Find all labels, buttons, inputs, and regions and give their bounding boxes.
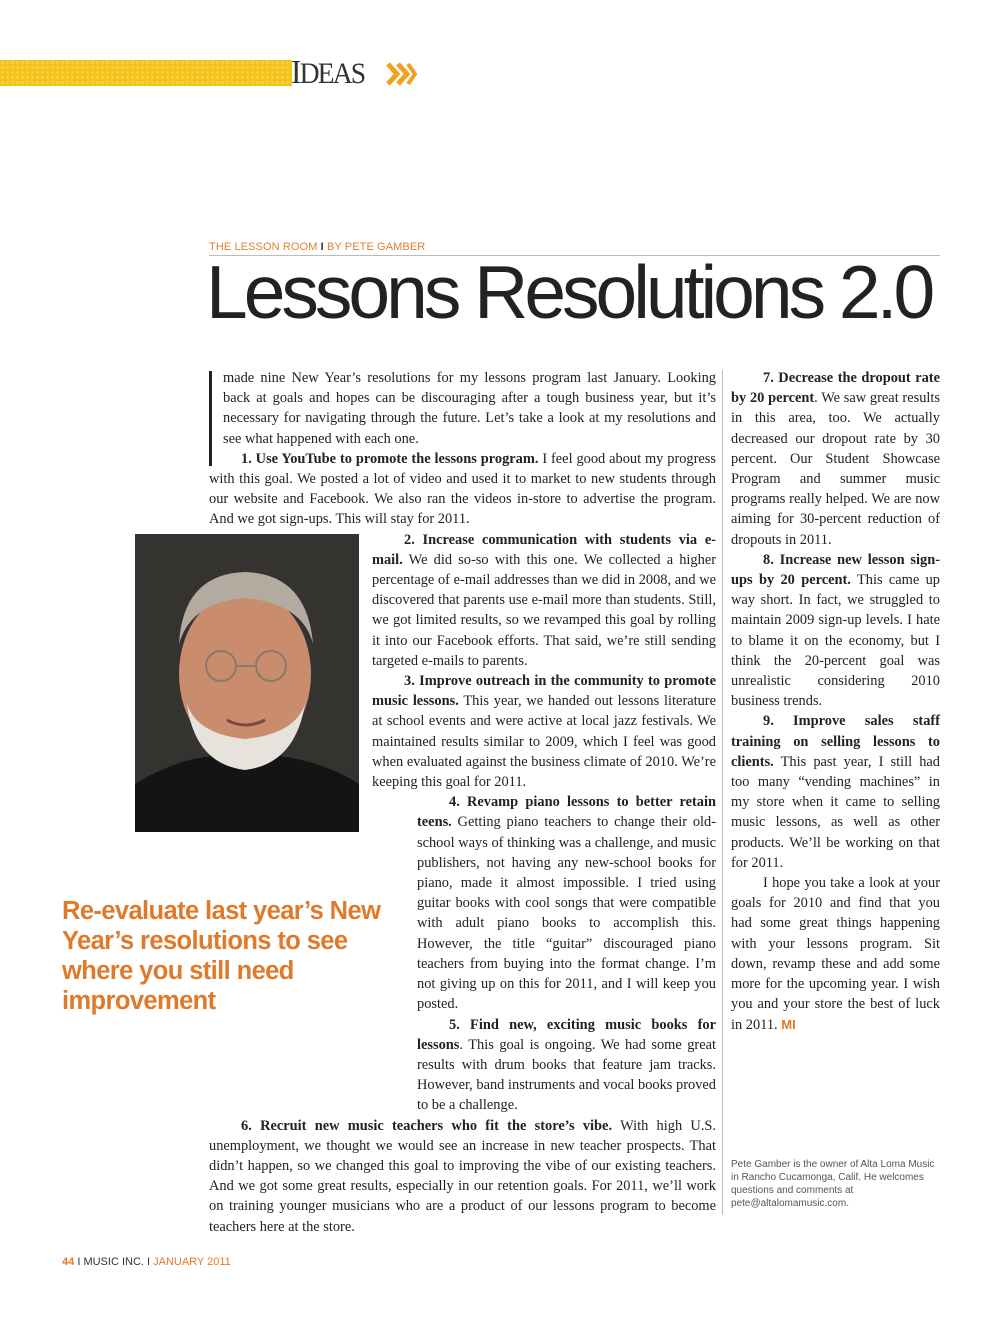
resolution-6: 6. Recruit new music teachers who fit the store’s vibe. With high U.S. unemployment, we thought we would see an increase in new teacher prospects. That didn’t happen, so we changed this goal to improving the vibe of our existing teachers. And we got some great results, especially in our retention goals. For 2011, we’ll work on training younger musicians who are a product of our lessons program to become teachers here at the store. <box>209 1117 717 1235</box>
section-label: IDEAS <box>291 54 365 91</box>
intro-paragraph: made nine New Year’s resolutions for my lessons program last January. Looking back at goals and hopes can be discouraging after a tough business year, but it’s necessary for navigating through the future. Let’s take a look at my resolutions and see what happened with each one. <box>223 370 716 447</box>
resolution-4: 4. Revamp piano lessons to better retain teens. Getting piano teachers to change their old-school ways of thinking was a challenge, and music publishers, not having any new-school books for piano, made it almost impossible. I tried using guitar books with cool songs that were compatible with adult piano books to accomplish this. However, the title “guitar” discouraged piano teachers from buying into the format change. I’m not giving up on this for 2011, and I will keep you posted. <box>417 794 716 1013</box>
double-chevron-right-icon <box>385 61 417 87</box>
article-body-left <box>209 368 716 1237</box>
end-mark: MI <box>781 1016 796 1032</box>
resolution-5: 5. Find new, exciting music books for lessons. This goal is ongoing. We had some great results with drum books that feature jam tracks. However, band instruments and vocal books proved to be a challenge. <box>417 1016 716 1114</box>
closing-paragraph: I hope you take a look at your goals for 2010 and find that you had some great things happening with your lessons program. Sit down, revamp these and add some more for the upcoming year. I wish you and your store the best of luck in 2011. MI <box>731 875 940 1033</box>
column-divider <box>722 370 723 1215</box>
pull-quote: Re-evaluate last year’s New Year’s resolutions to see where you still need improvement <box>62 897 381 1015</box>
page-title: Lessons Resolutions 2.0 <box>206 250 932 334</box>
resolution-7: 7. Decrease the dropout rate by 20 percent. We saw great results in this area, too. We actually decreased our dropout rate by 30 percent. Our Student Showcase Program and summer music programs really helped. We are now aiming for 30-percent reduction of dropouts in 2011. <box>731 370 941 548</box>
page-footer: 44 I MUSIC INC. I JANUARY 2011 <box>62 1256 231 1268</box>
page-number: 44 <box>62 1256 75 1268</box>
article-body-right <box>731 368 940 1035</box>
resolution-2: 2. Increase communication with students via e-mail. We did so-so with this one. We collected a higher percentage of e-mail addresses than we did in 2008, and we discovered that parents use e-mail more than students. Still, we got limited results, so we revamped this goal by rolling it into our Facebook efforts. That said, we’re still sending targeted e-mails to parents. <box>372 531 716 669</box>
byline: BY PETE GAMBER <box>326 241 426 253</box>
resolution-9: 9. Improve sales staff training on selling lessons to clients. This past year, I still had too many “vending machines” in my store when it came to selling music lessons, as well as other products. We’ll be working on that for 2011. <box>731 713 940 871</box>
column-name: THE LESSON ROOM <box>209 241 318 253</box>
resolution-1: 1. Use YouTube to promote the lessons program. I feel good about my progress with this goal. We posted a lot of video and used it to market to new students through our website and Facebook. We also ran the videos in-store to advertise the program. And we got sign-ups. This will stay for 2011. <box>209 450 717 528</box>
section-color-band <box>0 60 292 86</box>
magazine-name: MUSIC INC. <box>83 1256 144 1268</box>
resolution-3: 3. Improve outreach in the community to promote music lessons. This year, we handed out lessons literature at school events and were active at local jazz festivals. We maintained results similar to 2009, which I feel was good when evaluated against the business climate of 2010. We’re keeping this goal for 2011. <box>372 673 716 791</box>
resolution-8: 8. Increase new lesson sign-ups by 20 percent. This came up way short. In fact, we struggled to maintain 2009 sign-up levels. I hate to blame it on the economy, but I think the 20-percent goal was unrealistic considering 2010 business trends. <box>731 551 940 710</box>
author-bio: Pete Gamber is the owner of Alta Loma Music in Rancho Cucamonga, Calif. He welcomes questions and comments at pete@altalomamusic.com. <box>731 1159 935 1209</box>
issue-date: JANUARY 2011 <box>153 1256 231 1268</box>
kicker: THE LESSON ROOM I BY PETE GAMBER <box>209 241 940 256</box>
